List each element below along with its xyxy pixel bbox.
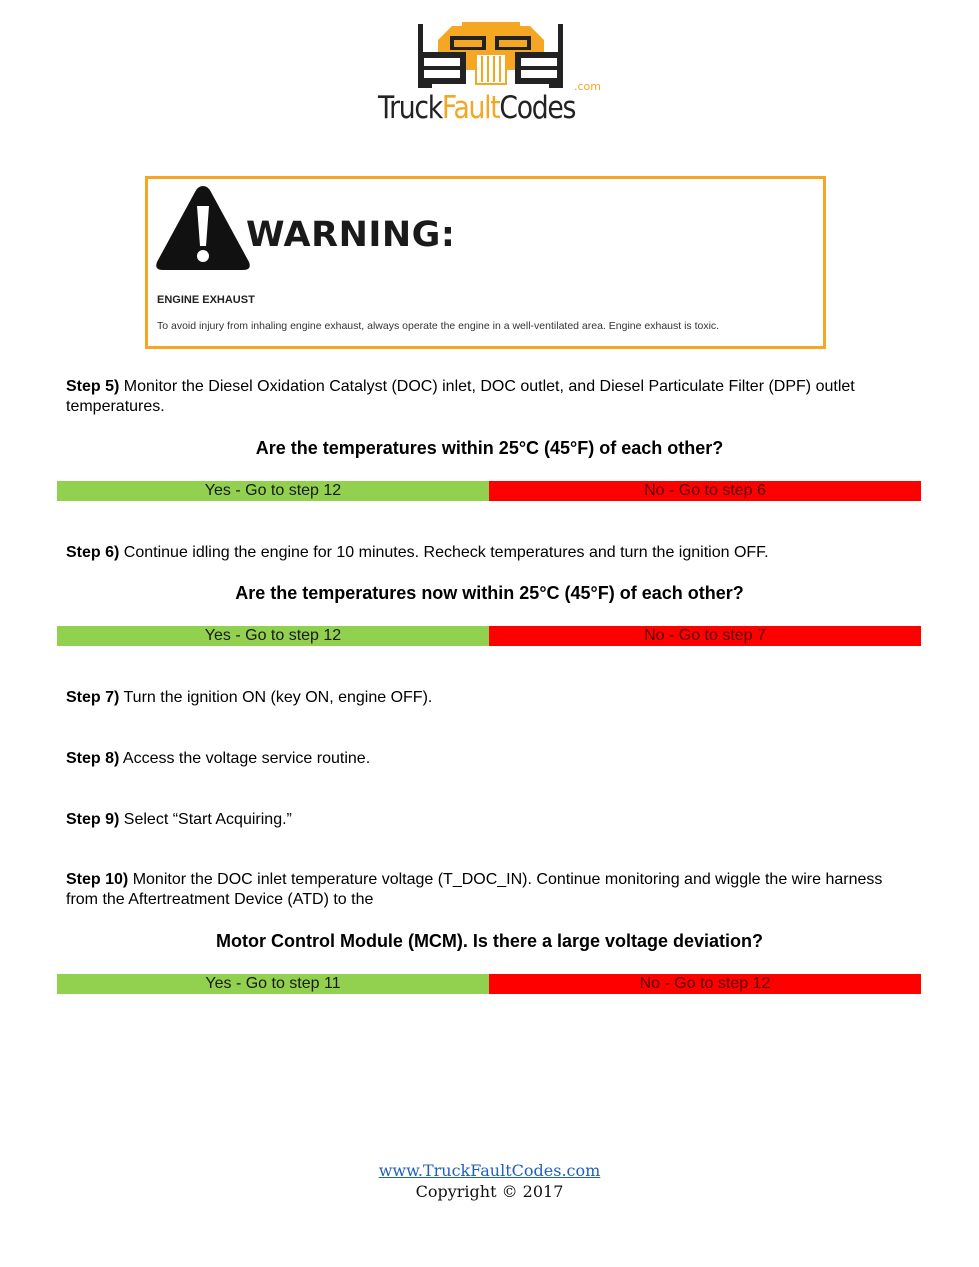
footer-copyright: Copyright © 2017 xyxy=(415,1182,564,1201)
step-6-label: Step 6) xyxy=(66,544,120,561)
answer-row-3 xyxy=(57,974,921,994)
warning-title: WARNING: xyxy=(246,215,456,255)
answer-2-no[interactable]: No - Go to step 7 xyxy=(489,626,921,646)
answer-2-yes[interactable]: Yes - Go to step 12 xyxy=(57,626,489,646)
step-10 xyxy=(66,870,916,910)
footer-website-link[interactable]: www.TruckFaultCodes.com xyxy=(378,1161,601,1180)
step-8-label: Step 8) xyxy=(66,750,120,767)
answer-3-no[interactable]: No - Go to step 12 xyxy=(489,974,921,994)
step-7-label: Step 7) xyxy=(66,689,120,706)
step-5-label: Step 5) xyxy=(66,378,120,395)
answer-row-1 xyxy=(57,481,921,501)
answer-1-no[interactable]: No - Go to step 6 xyxy=(489,481,921,501)
step-9-text: Select “Start Acquiring.” xyxy=(119,811,292,828)
truck-logo-icon xyxy=(378,18,603,90)
step-9-label: Step 9) xyxy=(66,811,120,828)
warning-triangle-icon xyxy=(153,182,253,274)
question-3: Motor Control Module (MCM). Is there a large voltage deviation? xyxy=(215,931,764,951)
step-5-text: Monitor the Diesel Oxidation Catalyst (DOC) inlet, DOC outlet, and Diesel Particulate Filter (DPF) outlet temperatures. xyxy=(66,378,855,415)
step-6 xyxy=(66,543,916,563)
answer-1-yes[interactable]: Yes - Go to step 12 xyxy=(57,481,489,501)
site-logo xyxy=(378,18,603,128)
step-10-label: Step 10) xyxy=(66,871,129,888)
logo-text-codes: Codes xyxy=(499,90,576,126)
step-6-text: Continue idling the engine for 10 minutes. Recheck temperatures and turn the ignition OFF. xyxy=(119,544,769,561)
step-8-text: Access the voltage service routine. xyxy=(119,750,371,767)
logo-text xyxy=(378,90,576,126)
answer-3-yes[interactable]: Yes - Go to step 11 xyxy=(57,974,489,994)
step-7-text: Turn the ignition ON (key ON, engine OFF). xyxy=(119,689,433,706)
step-9 xyxy=(66,810,916,830)
logo-suffix: .com xyxy=(574,80,601,93)
logo-text-truck: Truck xyxy=(378,90,442,126)
step-5 xyxy=(66,377,916,417)
step-8 xyxy=(66,749,916,769)
warning-box xyxy=(145,176,826,349)
logo-text-fault: Fault xyxy=(441,90,500,126)
answer-row-2 xyxy=(57,626,921,646)
question-1: Are the temperatures within 25°C (45°F) of each other? xyxy=(255,438,724,458)
warning-text: To avoid injury from inhaling engine exhaust, always operate the engine in a well-ventilated area. Engine exhaust is toxic. xyxy=(157,320,720,332)
warning-heading: ENGINE EXHAUST xyxy=(157,294,255,306)
question-2: Are the temperatures now within 25°C (45°F) of each other? xyxy=(235,583,744,603)
step-10-text: Monitor the DOC inlet temperature voltage (T_DOC_IN). Continue monitoring and wiggle the wire harness from the Aftertreatment Device (ATD) to the xyxy=(66,871,883,908)
step-7 xyxy=(66,688,916,708)
